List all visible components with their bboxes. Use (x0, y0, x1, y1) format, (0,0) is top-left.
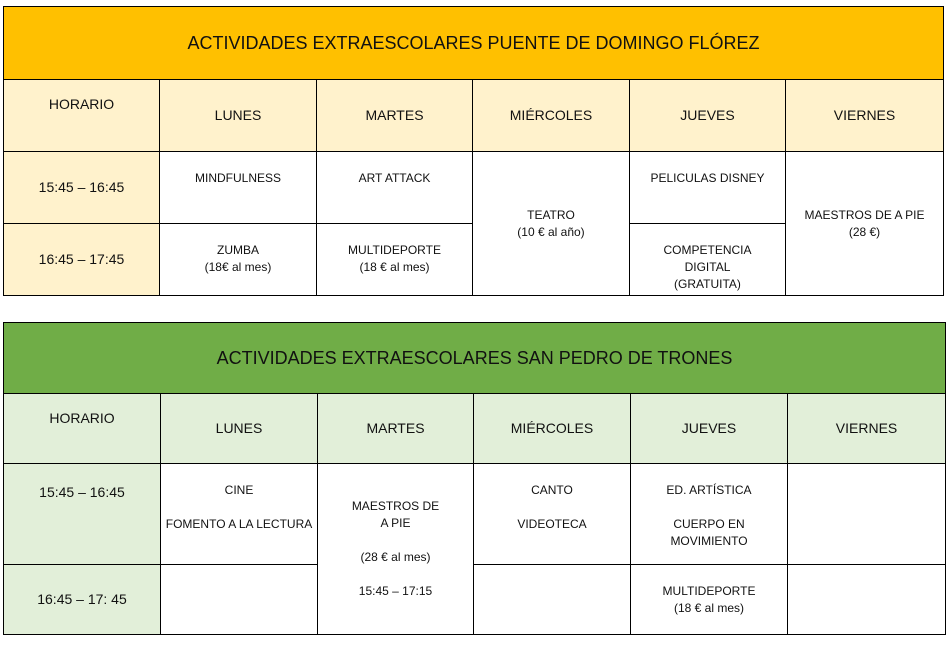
activity-price: (18€ al mes) (204, 260, 272, 274)
activity-name: MAESTROS DE A PIE (804, 207, 925, 222)
activity-cell (786, 152, 944, 296)
activity-name: CANTO (531, 483, 573, 497)
activity-name: MOVIMIENTO (670, 534, 748, 548)
activity-name: CUERPO EN (673, 517, 745, 531)
header-jueves: JUEVES (631, 394, 788, 464)
header-horario: HORARIO (4, 80, 160, 152)
header-jueves: JUEVES (630, 80, 786, 152)
activity-price: (18 € al mes) (673, 601, 745, 615)
activity-name: ED. ARTÍSTICA (666, 483, 752, 497)
activity-cell (160, 224, 317, 296)
schedule-table-puente (3, 6, 944, 296)
schedule-table-san-pedro (3, 322, 946, 635)
activity-price: (GRATUITA) (674, 277, 741, 291)
activity-cell (318, 464, 474, 635)
header-miercoles: MIÉRCOLES (474, 394, 631, 464)
empty-cell (788, 565, 946, 635)
activity-price: (10 € al año) (517, 224, 585, 239)
activity-price: (28 € al mes) (360, 550, 431, 564)
header-martes: MARTES (318, 394, 474, 464)
table-title: ACTIVIDADES EXTRAESCOLARES PUENTE DE DOMINGO FLÓREZ (4, 7, 944, 80)
header-miercoles: MIÉRCOLES (473, 80, 630, 152)
activity-cell (161, 464, 318, 565)
activity-name: MAESTROS DE (351, 499, 440, 513)
activity-cell: PELICULAS DISNEY (630, 152, 786, 224)
header-lunes: LUNES (160, 80, 317, 152)
activity-price: (18 € al mes) (359, 260, 430, 274)
time-slot-2: 16:45 – 17:45 (4, 224, 160, 296)
empty-cell (788, 464, 946, 565)
activity-name: COMPETENCIA (663, 243, 752, 257)
empty-cell (474, 565, 631, 635)
header-viernes: VIERNES (786, 80, 944, 152)
time-slot-1: 15:45 – 16:45 (4, 464, 161, 565)
activity-name: DIGITAL (684, 260, 731, 274)
header-viernes: VIERNES (788, 394, 946, 464)
activity-cell (317, 224, 473, 296)
activity-cell (631, 565, 788, 635)
activity-price: (28 €) (848, 224, 881, 239)
header-lunes: LUNES (161, 394, 318, 464)
time-slot-1: 15:45 – 16:45 (4, 152, 160, 224)
activity-name: ZUMBA (217, 243, 259, 257)
activity-name: CINE (224, 483, 254, 497)
activity-cell (630, 224, 786, 296)
header-horario: HORARIO (4, 394, 161, 464)
activity-name: MULTIDEPORTE (348, 243, 441, 257)
activity-name: MULTIDEPORTE (662, 584, 756, 598)
activity-name: A PIE (380, 516, 411, 530)
activity-cell (631, 464, 788, 565)
empty-cell (161, 565, 318, 635)
table-title: ACTIVIDADES EXTRAESCOLARES SAN PEDRO DE TRONES (4, 323, 946, 394)
header-martes: MARTES (317, 80, 473, 152)
activity-cell (473, 152, 630, 296)
activity-name: TEATRO (527, 207, 575, 222)
activity-cell (474, 464, 631, 565)
activity-cell: MINDFULNESS (160, 152, 317, 224)
time-slot-2: 16:45 – 17: 45 (4, 565, 161, 635)
activity-cell: ART ATTACK (317, 152, 473, 224)
activity-name: FOMENTO A LA LECTURA (165, 517, 313, 531)
activity-name: VIDEOTECA (517, 517, 587, 531)
activity-time: 15:45 – 17:15 (358, 584, 433, 598)
